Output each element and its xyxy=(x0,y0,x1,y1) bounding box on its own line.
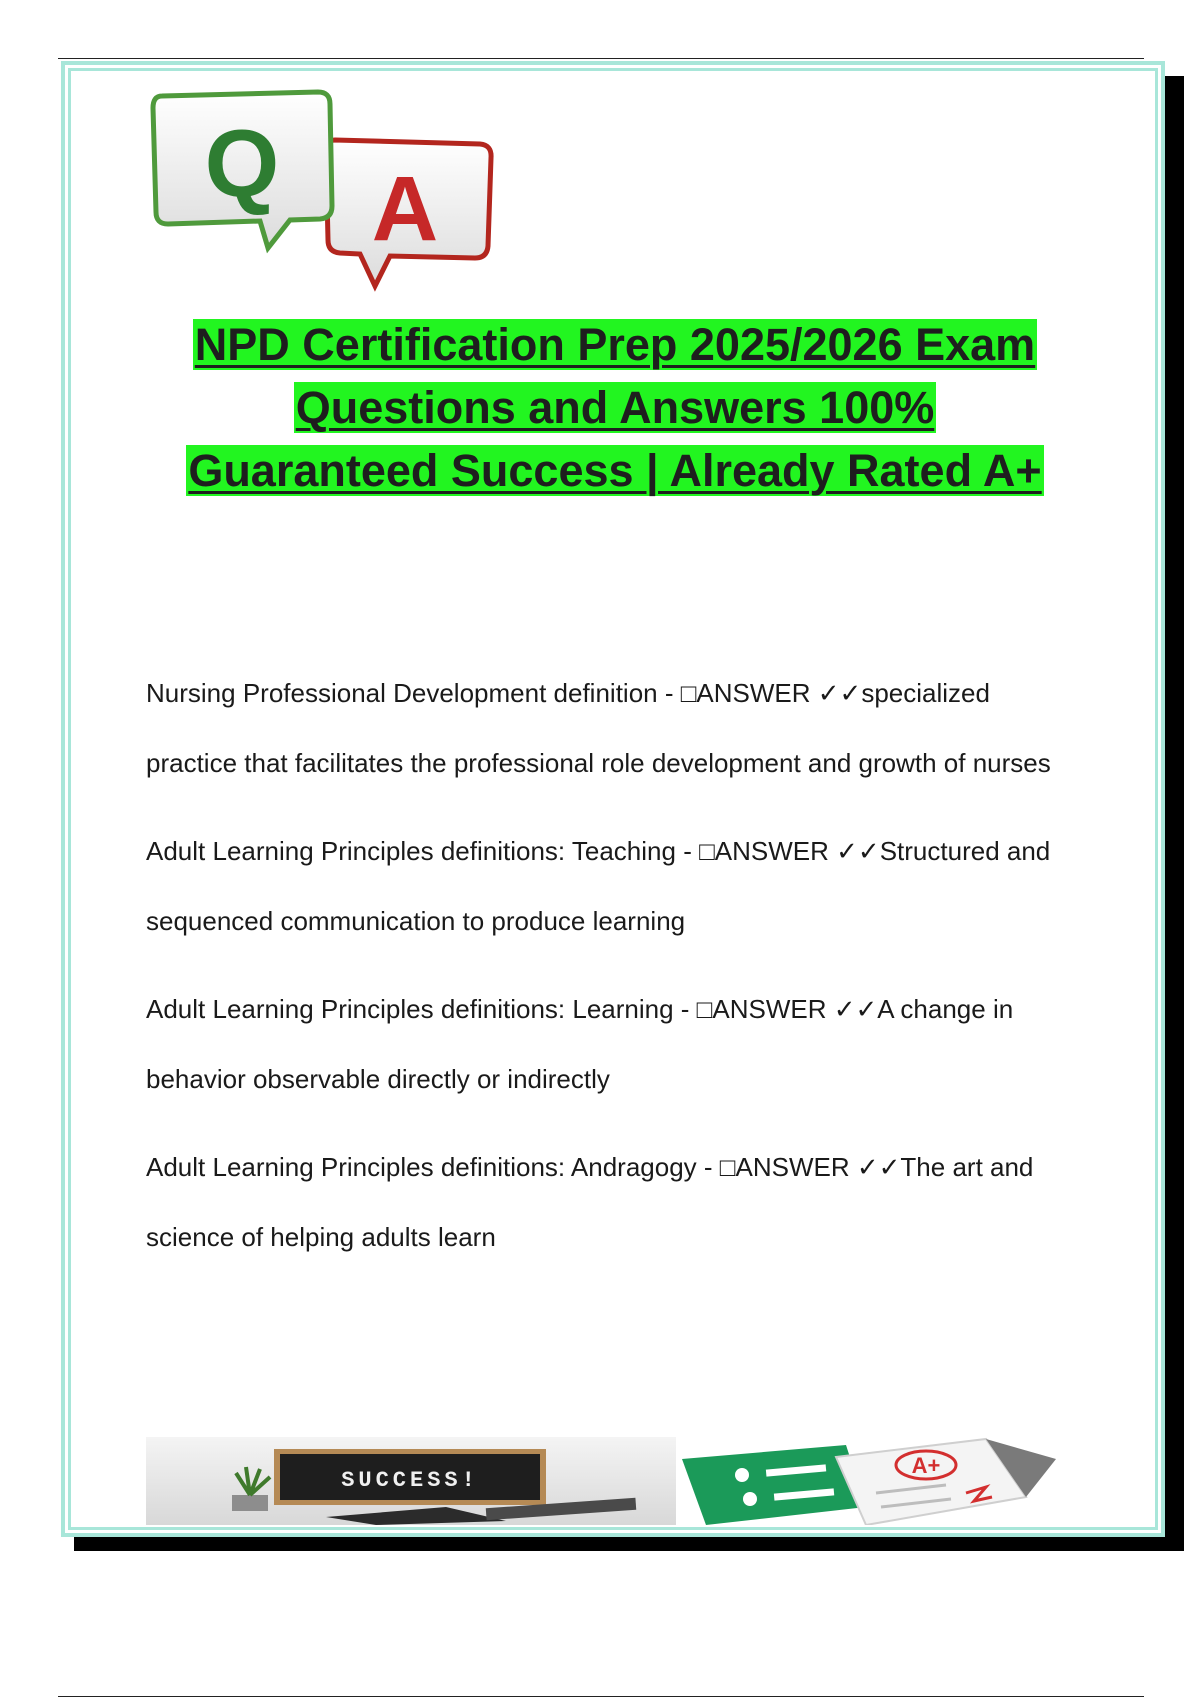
qa-list xyxy=(146,658,1086,1290)
qa-question: Adult Learning Principles definitions: Andragogy xyxy=(146,1152,697,1182)
title-line-2: Questions and Answers 100% xyxy=(295,382,935,433)
grade-text: A+ xyxy=(911,1453,941,1478)
qa-question: Adult Learning Principles definitions: Teaching xyxy=(146,836,676,866)
qa-speech-bubbles-icon xyxy=(150,88,540,313)
bottom-rule xyxy=(58,1696,1144,1697)
document-title xyxy=(110,313,1120,502)
qa-item: Nursing Professional Development definition - □ANSWER ✓✓specialized practice that facilitates the professional role development and growth of nurses xyxy=(146,678,1051,778)
qa-item: Adult Learning Principles definitions: Teaching - □ANSWER ✓✓Structured and sequenced communication to produce learning xyxy=(146,836,1051,936)
qa-answer-marker: □ANSWER ✓✓ xyxy=(696,994,878,1024)
q-letter: Q xyxy=(204,110,280,217)
top-rule xyxy=(58,58,1144,59)
a-letter: A xyxy=(371,158,439,260)
qa-item: Adult Learning Principles definitions: Learning - □ANSWER ✓✓A change in behavior observable directly or indirectly xyxy=(146,994,1014,1094)
qa-answer: A change in behavior observable directly or indirectly xyxy=(146,994,1014,1094)
qa-answer: Structured and sequenced communication to produce learning xyxy=(146,836,1051,936)
qa-question: Nursing Professional Development definition xyxy=(146,678,658,708)
qa-item: Adult Learning Principles definitions: Andragogy - □ANSWER ✓✓The art and science of helping adults learn xyxy=(146,1152,1034,1252)
qa-answer-marker: □ANSWER ✓✓ xyxy=(680,678,862,708)
graded-paper-icon xyxy=(836,1439,1056,1525)
qa-answer-marker: □ANSWER ✓✓ xyxy=(699,836,880,866)
title-line-3: Guaranteed Success | Already Rated A+ xyxy=(188,445,1042,496)
qa-answer-marker: □ANSWER ✓✓ xyxy=(719,1152,901,1182)
qa-question: Adult Learning Principles definitions: Learning xyxy=(146,994,674,1024)
qa-answer: The art and science of helping adults learn xyxy=(146,1152,1034,1252)
title-line-1: NPD Certification Prep 2025/2026 Exam xyxy=(194,319,1036,370)
success-banner xyxy=(146,1437,1090,1525)
qa-answer: specialized practice that facilitates the professional role development and growth of nurses xyxy=(146,678,1051,778)
chalkboard-text: SUCCESS! xyxy=(341,1468,479,1493)
chalkboard-icon xyxy=(274,1449,546,1505)
